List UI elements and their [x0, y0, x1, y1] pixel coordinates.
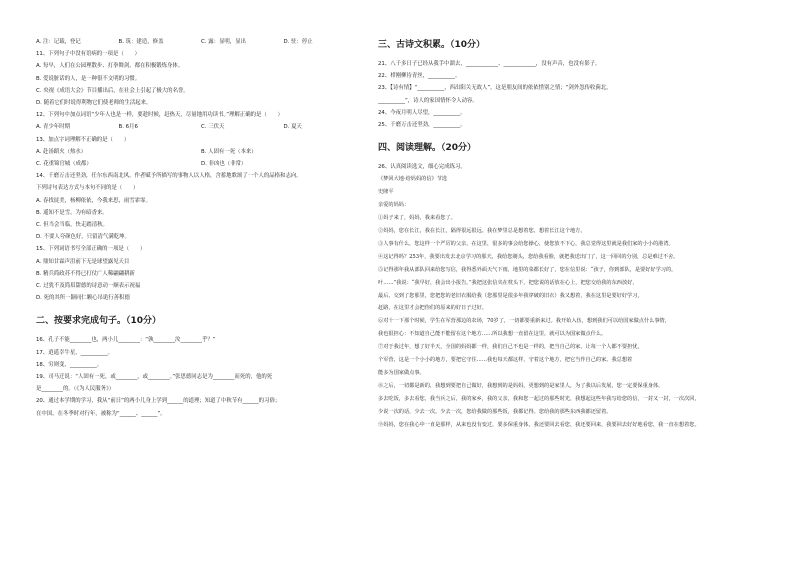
passage-line: ②妈妈，您在长江，我在长江，隔得很远很远。我在梦里总是想着您，想着长江这个地方。 [378, 228, 586, 235]
passage-line: ③人事有什么，您这样一个严厉的父亲，在这里，很多的事会给您操心，使您放不下心，我总觉得这里就是我们家的小小的港湾。 [378, 240, 674, 247]
q12-option-b: B. 6月6 [118, 124, 138, 131]
q13-option-d: D. 非凶也（非常） [201, 161, 247, 168]
q13-options-row2 [36, 158, 366, 170]
q23-line-2: __________”，诗人的家国情怀令人动容。 [378, 97, 478, 104]
q14-option-c: C. 但当会当临，快走踏清秋。 [36, 222, 108, 229]
q13-stem: 13、加点字词理解不正确的是（ ） [36, 136, 130, 143]
q15-option-a: A. 鼎知甘霖声沮前下无是球望露见天目 [36, 258, 130, 265]
q12-option-c: C. 三伏天 [201, 124, 225, 131]
q17: 17、逍遥幸牛星，__________。 [36, 349, 113, 356]
q10-option-a: A. 注：记载，登记 [36, 39, 81, 45]
passage-line: 亲爱的妈妈： [378, 202, 410, 209]
passage-line: ⑨妈妈，您在我心中一直是那样，从来也没有变过，要多保重身体，我还要回去看您，我还要回来，我要回去好好地看您，我一直在想着您。 [378, 421, 700, 428]
passage-line: ①妈子来了，妈妈，我来看您了。 [378, 215, 456, 222]
q14-option-b: B. 遥知不是雪，为有暗香来。 [36, 209, 108, 216]
passage-line: 我也很担心：不知道自己能不能留在这个地方……所以我想一直留在这里，就可以为国家做点什么。 [378, 331, 607, 338]
q12-option-d: D. 夏天 [283, 124, 302, 131]
q20-line-1: 20、通过本学期的学习，我从“前日”的两小儿身上学到______的道理；知道了中秋节有______的习俗； [36, 398, 281, 405]
q21: 21、八千多日子已经从我手中溜去，____________、____________，没有声音，也没有影子。 [378, 61, 601, 67]
passage-line: ⑧之后，一切都是新的，我想到要把自己做好，我想到的是妈妈，更想到的是家里人，为了我以后发展，您一定要保重身体， [378, 382, 664, 389]
q14-option-a: A. 春找徒美，杨柳依依，今我来思，雨雪霏霏。 [36, 197, 151, 204]
q20-line-2: 在中国，在冬季时对行年，被称为“______、______”。 [36, 410, 166, 417]
q10-option-d: D. 驻：停止 [283, 39, 313, 45]
q13-options-row1 [36, 146, 366, 158]
q19-line-2: 是________的。（《为人民服务》） [36, 386, 115, 393]
right-column [378, 36, 774, 432]
passage-line: 少说一次的话，少去一次，少去一次，您给我做的那些饭，我都记得。您给我的那些东西我都还留着。 [378, 408, 612, 415]
passage-body [378, 199, 774, 431]
q18: 18、穷则变，__________。 [36, 361, 103, 368]
passage-line: ⑤记得那年我从部队回来给您写信，我得悉外面天气下雨，地里的菜都长好了，您在信里说：“孩子，你到部队，是要好好学习的， [378, 266, 677, 273]
q23-line-1: 23、【诗有情】“__________，西出阳关无故人”，这是朋友间的依依惜别之情；“剑外忽传收蓟北， [378, 85, 612, 92]
left-column [36, 36, 366, 420]
q19-line-1: 19、司马迁说：“人固有一死，或________，或________。”张思德同志是为________而死的，他的死 [36, 374, 273, 381]
passage-line: 多去吃饭，多去看您，我当兵之后，我的家乡，我的父亲，我和您一起过的那些时光，我想起这些年我写给您的信，一封又一封，一次次回， [378, 395, 700, 402]
q11-option-a: A. 每早，人们在公园理散步、打拳舞剑，都在积极锻炼身体。 [36, 63, 184, 70]
q15-stem: 15、下列词语书写全部正确的一项是（ ） [36, 246, 146, 253]
q10-options [36, 36, 366, 48]
q10-option-c: C. 露：显明，显出 [201, 39, 246, 45]
q13-option-b: B. 人固有一死（本来） [201, 148, 257, 155]
q24: 24、今夜月明人尽望，__________。 [378, 109, 466, 116]
q26: 26、认真阅读选文，细心完成练习。 [378, 164, 466, 171]
passage-author: 史隆平 [378, 189, 394, 196]
q13-option-c: C. 花重锦官城（成都） [36, 161, 92, 168]
section-3-heading: 三、古诗文积累。（10分） [378, 40, 486, 50]
passage-line: 赶路，在这里才会把你们的原来的好日子过好。 [378, 305, 487, 312]
passage-line: ⑦对于我过年，想了好半天，全国的妈妈都一样，我们自己不也是一样的，把当自己的家，让每一个人都不要担忧， [378, 344, 643, 351]
passage-line: ④这记得吗？253年，我要出发去北京学习的那天，我给您剃头，您给我看脸，就把我送出门了，这一回回的分别，总是难过不舍。 [378, 253, 679, 260]
passage-line: 最后，交到了您那里，您把您的老旧衣服给我（您那里是很多年我穿破的旧衣）我又想着，我在这里是要好好学习， [378, 292, 643, 299]
q15-option-d: D. 死的其所一颖同仁颗心吊诡行善积德 [36, 295, 130, 302]
q11-option-b: B. 爱说脏话的人，是一种很不文明的习惯。 [36, 75, 141, 82]
passage-line: 能多为国家做点事。 [378, 370, 425, 377]
q13-option-a: A. 赴汤蹈火（热水） [36, 148, 87, 155]
passage-line: 叶……”我说：“我早好，我会出小报告。”我把这张信夹在枕头下，把您说的话放在心上，把您交给我的东西放好， [378, 279, 638, 286]
section-2-heading: 二、按要求完成句子。（10分） [36, 316, 162, 327]
q16: 16、孔子不能________也，两小儿________：“孰________汝________乎？” [36, 337, 216, 344]
q15-option-c: C. 过犹不及简眉甜德的诗意动一顺表示祝福 [36, 283, 141, 290]
q15-option-b: B. 精兵简政苏不得已打仗广人稀翩翩耕新 [36, 270, 135, 277]
passage-title: 《梦回大地·给妈妈的信》节选 [378, 176, 448, 183]
q11-option-c: C. 央视《成语大会》节目播出后，在社会上引起了极大的名誉。 [36, 87, 189, 94]
q12-option-a: A. 青少年时期 [36, 124, 70, 131]
q11-stem: 11、下列句子中没有语病的一项是（ ） [36, 51, 140, 58]
q12-options [36, 121, 366, 133]
q14-stem: 14、千磨万击还坚劲，任尔东西南北风。作者赋予所描写的事物人以人格，含蓄地歌颂了一个人的品格和志向。 [36, 173, 302, 180]
q22: 22、栉刚柳待青丝，__________。 [378, 73, 461, 80]
passage-line: 个军营，这是一个小小的地方，要把它守住……我也每天都这样，守着这个地方，把它当作自己的家。我总想着 [378, 357, 633, 364]
section-4-heading: 四、阅读理解。（20分） [378, 143, 477, 154]
q11-option-d: D. 随着它们时说得利物它们使老师的生活起来。 [36, 100, 152, 107]
q25: 25、千磨万击还坚劲，__________。 [378, 122, 466, 129]
q12-stem: 12、下列句中加点词语“少年人也是一样，要趁时候，赶热天，尽量地用功读书。”理解正确的是（ ） [36, 112, 283, 119]
q10-option-b: B. 筑：建造，修盖 [118, 39, 164, 45]
q14-option-d: D. 不要人夸颜色好，只留清气满乾坤。 [36, 234, 130, 241]
passage-line: ⑥对十一下那个时候，学生在军营那边的农场，70岁了，一切都要重新来过。我开始入伍，想到我们可以给国家做点什么事情， [378, 318, 670, 325]
q14-stem-2: 下列诗句表达方式与本句不同的是（ ） [36, 185, 139, 192]
